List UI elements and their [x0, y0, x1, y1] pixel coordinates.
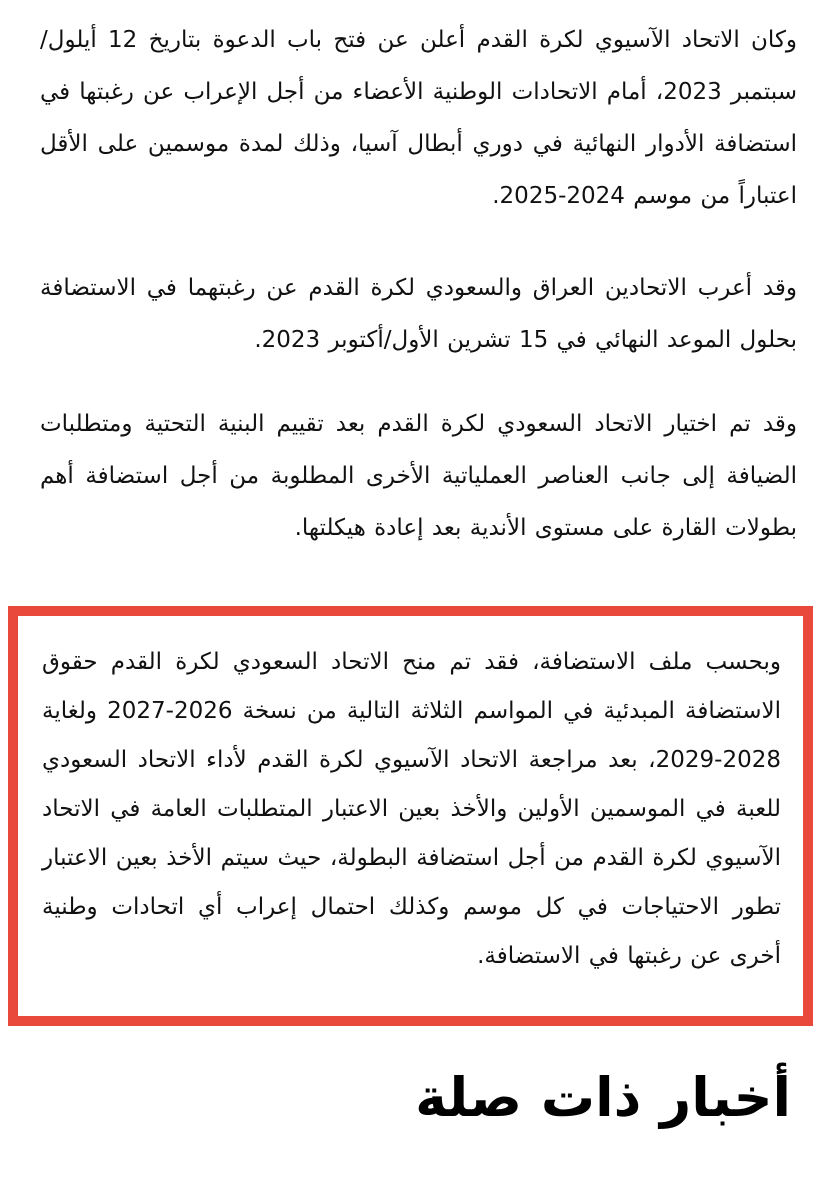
highlighted-paragraph: وبحسب ملف الاستضافة، فقد تم منح الاتحاد السعودي لكرة القدم حقوق الاستضافة المبدئية في المواسم الثلاثة التالية من نسخة 2026-2027 ولغاية 2028-2029، بعد مراجعة الاتحاد الآسيوي لكرة القدم لأداء الاتحاد السعودي للعبة في الموسمين الأولين والأخذ بعين الاعتبار المتطلبات العامة في الاتحاد الآسيوي لكرة القدم من أجل استضافة البطولة، حيث سيتم الأخذ بعين الاعتبار تطور الاحتياجات في كل موسم وكذلك احتمال إعراب أي اتحادات وطنية أخرى عن رغبتها في الاستضافة.	[42, 649, 781, 969]
article-paragraph-3: وقد تم اختيار الاتحاد السعودي لكرة القدم بعد تقييم البنية التحتية ومتطلبات الضيافة إلى جانب العناصر العملياتية الأخرى المطلوبة من أجل استضافة أهم بطولات القارة على مستوى الأندية بعد إعادة هيكلتها.	[40, 411, 797, 541]
article-paragraph-1: وكان الاتحاد الآسيوي لكرة القدم أعلن عن فتح باب الدعوة بتاريخ 12 أيلول/سبتمبر 2023، أمام الاتحادات الوطنية الأعضاء من أجل الإعراب عن رغبتها في استضافة الأدوار النهائية في دوري أبطال آسيا، وذلك لمدة موسمين على الأقل اعتباراً من موسم 2024-2025.	[40, 27, 797, 209]
article-paragraph-2: وقد أعرب الاتحادين العراق والسعودي لكرة القدم عن رغبتهما في الاستضافة بحلول الموعد النهائي في 15 تشرين الأول/أكتوبر 2023.	[40, 275, 797, 353]
related-news-heading: أخبار ذات صلة	[415, 1066, 791, 1129]
highlighted-paragraph-box	[8, 606, 813, 1026]
